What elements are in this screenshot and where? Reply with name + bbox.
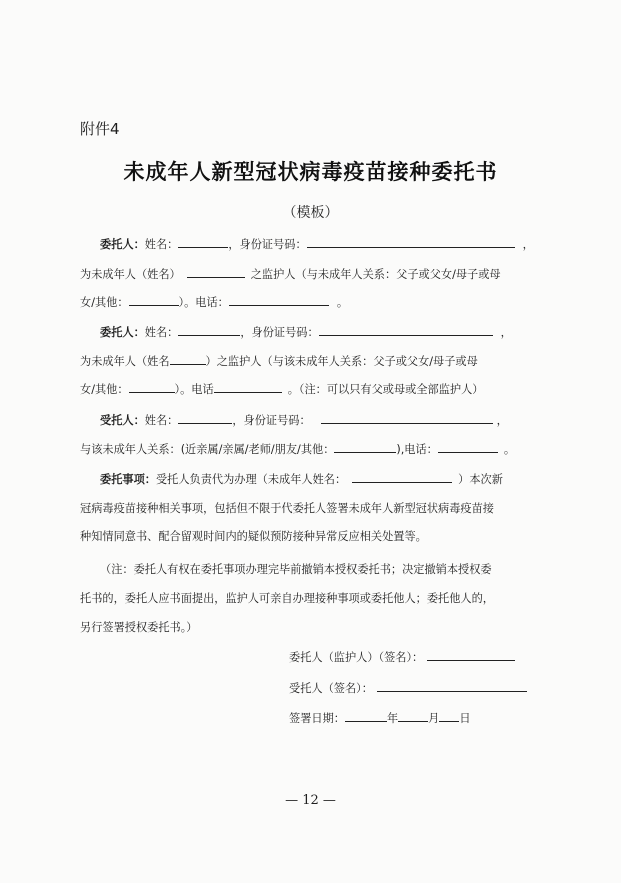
principal-signature-blank[interactable] (427, 649, 515, 661)
agent-phone-blank[interactable] (438, 441, 498, 453)
matters-minor-name-blank[interactable] (352, 471, 452, 483)
agent-id-blank[interactable] (321, 412, 493, 424)
agent-signature-blank[interactable] (377, 680, 527, 692)
principal2-phone-blank[interactable] (214, 381, 282, 393)
agent-line2: 与该未成年人关系：(近亲属/亲属/老师/朋友/其他： ),电话： 。 (80, 443, 516, 456)
page-number: — 12 — (285, 793, 336, 808)
principal2-other-blank[interactable] (129, 381, 175, 393)
principal1-id-blank[interactable] (307, 236, 515, 248)
principal1-other-blank[interactable] (129, 294, 179, 306)
sign-year-blank[interactable] (345, 710, 387, 722)
matters-line2: 冠病毒疫苗接种相关事项，包括但不限于代委托人签署未成年人新型冠状病毒疫苗接 (80, 502, 494, 515)
document-title: 未成年人新型冠状病毒疫苗接种委托书 (123, 159, 498, 184)
sign-day-blank[interactable] (439, 710, 459, 722)
note-line1: （注：委托人有权在委托事项办理完毕前撤销本授权委托书；决定撤销本授权委 (100, 563, 492, 576)
principal2-minor-name-blank[interactable] (170, 353, 206, 365)
matters-line3: 种知情同意书、配合留观时间内的疑似预防接种异常反应相关处置等。 (80, 530, 427, 543)
principal1-name-blank[interactable] (178, 236, 228, 248)
principal1-phone-blank[interactable] (229, 294, 329, 306)
agent-line1: 受托人：姓名： ，身份证号码： ， (100, 414, 508, 427)
principal2-line3: 女/其他： ）。电话 。（注：可以只有父或母或全部监护人） (80, 383, 484, 396)
attachment-label: 附件4 (80, 120, 120, 138)
agent-relation-blank[interactable] (334, 441, 396, 453)
principal1-line1: 委托人：姓名： ，身份证号码： ， (100, 238, 534, 251)
principal1-line3: 女/其他： ）。电话： 。 (80, 296, 349, 309)
matters-line1: 委托事项：受托人负责代为办理（未成年人姓名： ）本次新 (100, 473, 503, 486)
principal1-minor-name-blank[interactable] (187, 266, 245, 278)
note-line2: 托书的，委托人应书面提出，监护人可亲自办理接种事项或委托他人；委托他人的， (80, 592, 494, 605)
principal-signature-line: 委托人（监护人）（签名）： (289, 649, 515, 665)
principal2-line2: 为未成年人（姓名 ）之监护人（与该未成年人关系：父子或父女/母子或母 (80, 355, 478, 368)
sign-date-line: 签署日期： 年 月 日 (289, 712, 471, 725)
document-subtitle: （模板） (282, 205, 339, 221)
agent-signature-line: 受托人（签名）： (289, 680, 527, 696)
agent-name-blank[interactable] (178, 412, 232, 424)
note-line3: 另行签署授权委托书。） (80, 621, 198, 634)
principal2-line1: 委托人：姓名： ，身份证号码： ， (100, 326, 512, 339)
principal1-line2: 为未成年人（姓名） 之监护人（与未成年人关系：父子或父女/母子或母 (80, 268, 501, 281)
sign-month-blank[interactable] (398, 710, 428, 722)
principal2-name-blank[interactable] (178, 324, 240, 336)
principal2-id-blank[interactable] (319, 324, 493, 336)
